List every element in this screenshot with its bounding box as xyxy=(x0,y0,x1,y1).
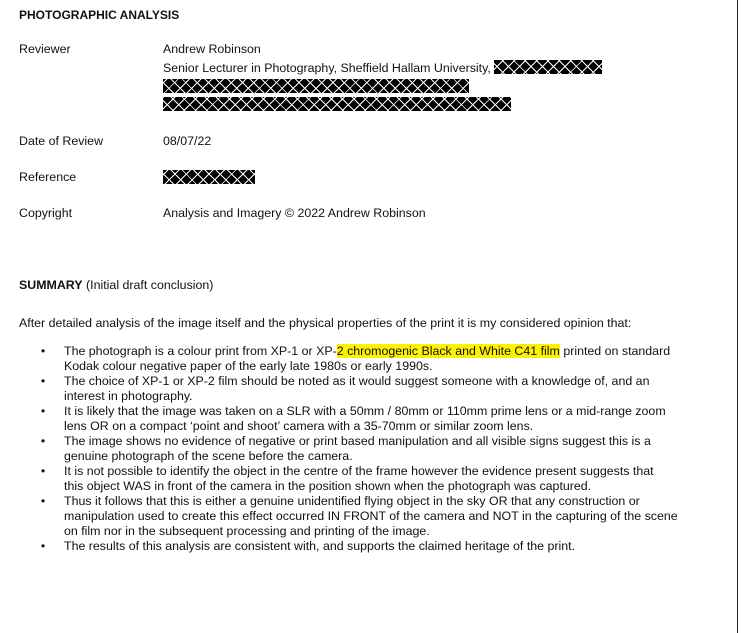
redaction-block xyxy=(163,97,511,111)
reviewer-address-line-1 xyxy=(163,79,469,95)
date-of-review-label: Date of Review xyxy=(19,134,104,148)
bullet-line xyxy=(64,344,738,359)
bullet-icon: • xyxy=(40,404,46,418)
reference-label: Reference xyxy=(19,170,77,184)
list-item xyxy=(38,464,738,494)
document-title: PHOTOGRAPHIC ANALYSIS xyxy=(19,8,180,22)
bullet-icon: • xyxy=(40,344,46,358)
bullet-line: It is not possible to identify the object in the centre of the frame however the evidence present suggests that xyxy=(64,464,654,478)
list-item xyxy=(38,374,738,404)
bullet-line: The choice of XP-1 or XP-2 film should be noted as it would suggest someone with a knowledge of, and an xyxy=(64,374,650,388)
summary-intro: After detailed analysis of the image itself and the physical properties of the print it is my considered opinion that: xyxy=(19,316,632,330)
reviewer-position-line xyxy=(163,60,602,76)
bullet-icon: • xyxy=(40,494,46,508)
bullet-line: The image shows no evidence of negative or print based manipulation and all visible signs suggest this is a xyxy=(64,434,651,448)
bullet-line: Thus it follows that this is either a genuine unidentified flying object in the sky OR that any construction or xyxy=(64,494,640,508)
reference-value xyxy=(163,170,255,186)
copyright-label: Copyright xyxy=(19,206,73,220)
bullet-line: The results of this analysis are consistent with, and supports the claimed heritage of the print. xyxy=(64,539,576,553)
copyright-value: Analysis and Imagery © 2022 Andrew Robinson xyxy=(163,206,426,220)
reviewer-position: Senior Lecturer in Photography, Sheffield Hallam University, xyxy=(163,61,491,75)
bullet-line: genuine photograph of the scene before the camera. xyxy=(64,449,353,463)
bullet-line: Kodak colour negative paper of the early late 1980s or early 1990s. xyxy=(64,359,433,373)
bullet-line: lens OR on a compact ‘point and shoot’ camera with a 35-70mm or similar zoom lens. xyxy=(64,419,534,433)
date-of-review-value: 08/07/22 xyxy=(163,134,212,148)
redaction-block xyxy=(494,60,602,74)
bullet-line: interest in photography. xyxy=(64,389,193,403)
redaction-block xyxy=(163,170,255,184)
bullet-text: printed on standard xyxy=(559,344,671,358)
bullet-line: this object WAS in front of the camera in the position shown when the photograph was captured. xyxy=(64,479,592,493)
highlighted-text: 2 chromogenic Black and White C41 film xyxy=(336,344,560,358)
summary-subheading: (Initial draft conclusion) xyxy=(86,278,214,292)
bullet-line: It is likely that the image was taken on a SLR with a 50mm / 80mm or 110mm prime lens or a mid-range zoom xyxy=(64,404,666,418)
bullet-icon: • xyxy=(40,539,46,553)
bullet-text: The photograph is a colour print from XP-1 or XP- xyxy=(64,344,337,358)
redaction-block xyxy=(163,79,469,93)
reviewer-label: Reviewer xyxy=(19,42,71,56)
list-item xyxy=(38,404,738,434)
summary-heading-line xyxy=(19,278,213,293)
bullet-line: on film nor in the subsequent processing and printing of the image. xyxy=(64,524,430,538)
summary-heading: SUMMARY xyxy=(19,278,83,292)
bullet-line: manipulation used to create this effect occurred IN FRONT of the camera and NOT in the capturing of the scene xyxy=(64,509,678,523)
list-item xyxy=(38,434,738,464)
bullet-icon: • xyxy=(40,374,46,388)
reviewer-address-line-2 xyxy=(163,97,511,113)
bullet-icon: • xyxy=(40,464,46,478)
list-item xyxy=(38,539,738,554)
list-item xyxy=(38,344,738,374)
reviewer-name: Andrew Robinson xyxy=(163,42,261,56)
summary-bullet-list xyxy=(38,344,738,554)
bullet-icon: • xyxy=(40,434,46,448)
list-item xyxy=(38,494,738,539)
